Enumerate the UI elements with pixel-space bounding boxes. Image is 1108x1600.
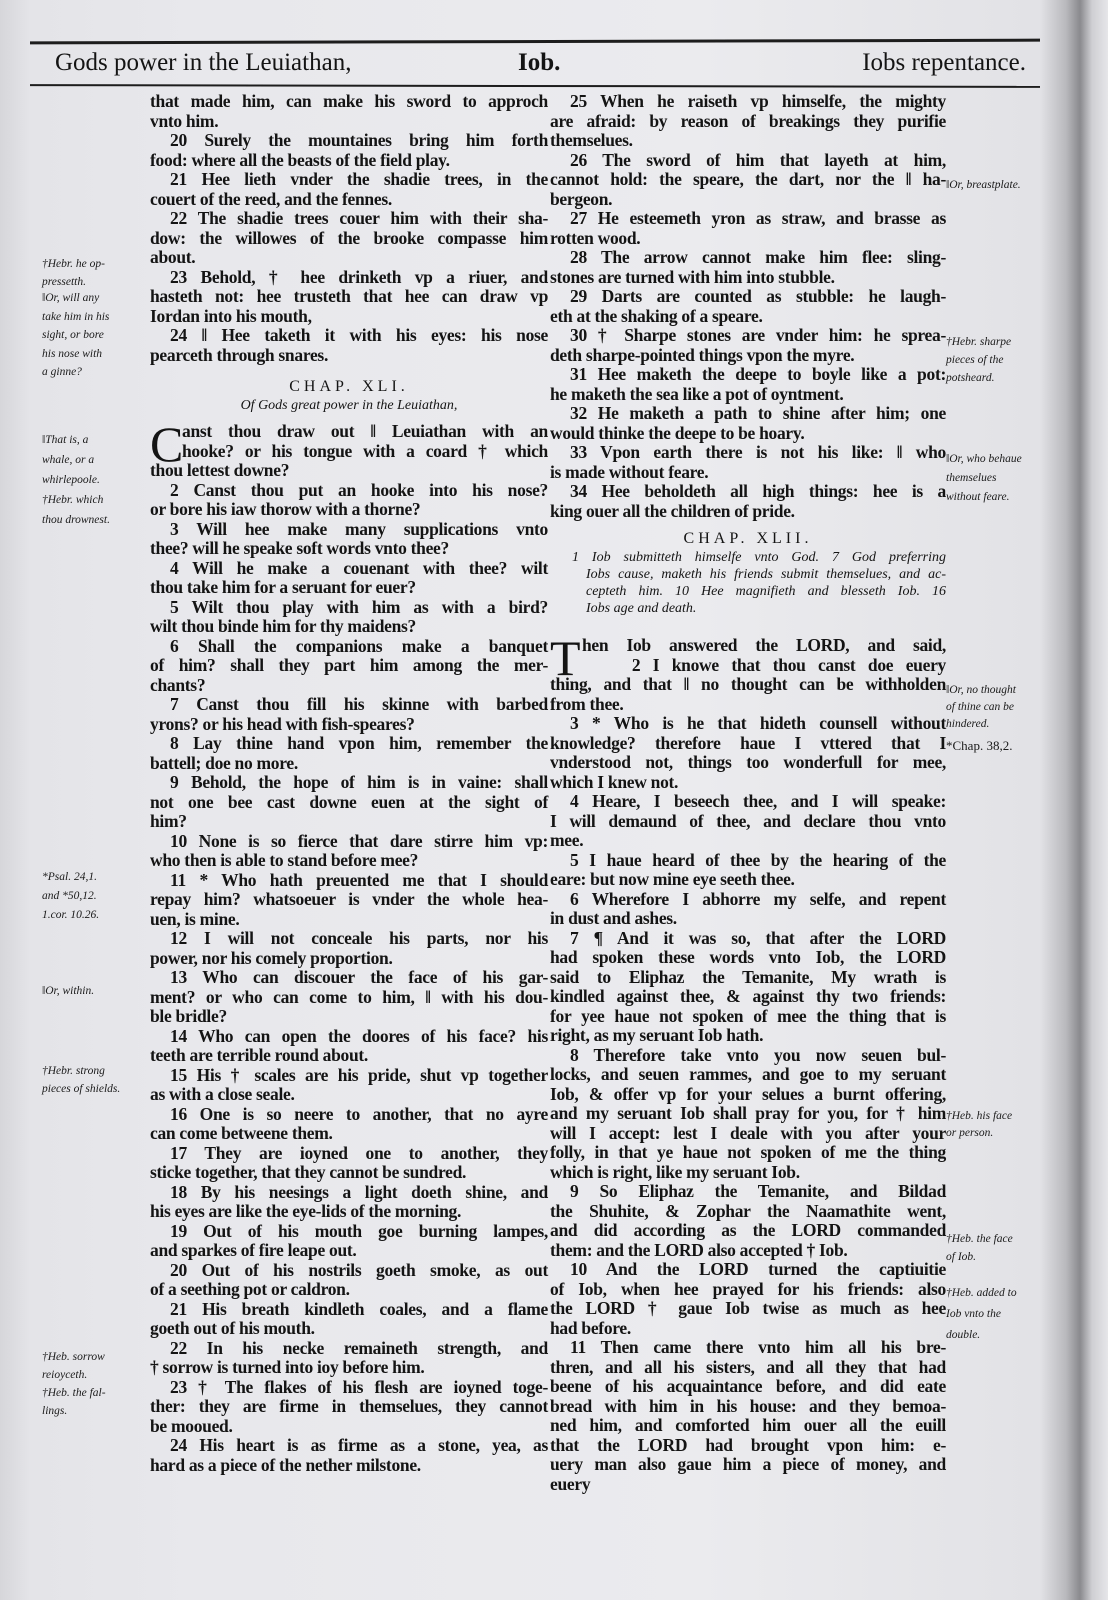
drop-cap-initial: T xyxy=(550,630,581,686)
text-line: 2 I knowe that thou canst doe euery xyxy=(582,654,946,675)
text-line: 4 Will he make a couenant with thee? wilt xyxy=(170,557,548,578)
text-line: 17 They are ioyned one to another, they xyxy=(170,1142,548,1163)
margin-note-line: whirlepoole. xyxy=(42,474,100,486)
margin-note-line: ‖Or, will any xyxy=(42,292,100,304)
text-line: is made without feare. xyxy=(550,461,709,482)
text-line: ble bridle? xyxy=(150,1006,227,1026)
verse xyxy=(150,871,548,930)
text-line: thing, and that ‖ no thought can be withholden xyxy=(550,674,946,694)
margin-note xyxy=(946,1230,1013,1266)
verse xyxy=(550,248,946,287)
text-line: 21 Hee lieth vnder the shadie trees, in the xyxy=(170,169,548,189)
chapter-summary-line: 1 Iob submitteth himselfe vnto God. 7 God preferring xyxy=(572,550,946,565)
text-line: not one bee cast downe euen at the sight of xyxy=(150,791,548,812)
text-line: will I accept: lest I deale with you after your xyxy=(550,1122,946,1143)
header-rule xyxy=(30,84,1040,88)
chapter-summary-line: Iobs cause, maketh his friends submit themselues, and ac- xyxy=(586,567,946,582)
text-line: food: where all the beasts of the field play. xyxy=(150,149,450,170)
verse xyxy=(150,832,548,871)
margin-note xyxy=(946,737,1012,755)
verse xyxy=(150,170,548,209)
margin-note-line: and *50,12. xyxy=(42,890,97,902)
book-title: Iob. xyxy=(518,49,561,76)
text-line: right, as my seruant Iob hath. xyxy=(550,1025,764,1045)
margin-note xyxy=(946,682,1016,733)
text-line: had spoken these words vnto Iob, the LORD xyxy=(550,947,946,967)
text-line: folly, in that ye haue not spoken of me the thing xyxy=(550,1142,946,1162)
text-line: his eyes are like the eye-lids of the morning. xyxy=(150,1201,462,1221)
margin-note-line: whale, or a xyxy=(42,454,95,466)
margin-note-line: †Heb. sorrow xyxy=(42,1351,105,1363)
text-line: 16 One is so neere to another, that no ayre xyxy=(170,1103,548,1124)
chapter-opening-paragraph xyxy=(550,630,946,714)
margin-note-line: †Heb. the face xyxy=(946,1233,1013,1245)
text-line: rotten wood. xyxy=(550,227,641,248)
text-line: 25 When he raiseth vp himselfe, the mighty xyxy=(570,91,946,111)
margin-note-line: ‖Or, who behaue xyxy=(946,453,1022,465)
text-line: stones are turned with him into stubble. xyxy=(550,266,835,287)
margin-note-line: pieces of the xyxy=(946,354,1004,366)
margin-note xyxy=(946,1283,1017,1346)
text-line: 9 So Eliphaz the Temanite, and Bildad xyxy=(570,1181,946,1201)
margin-note-line: †Hebr. strong xyxy=(42,1065,105,1077)
text-line: anst thou draw out ‖ Leuiathan with an xyxy=(182,421,548,441)
text-line: 10 None is so fierce that dare stirre him vp: xyxy=(170,830,548,851)
margin-note-line: †Hebr. which xyxy=(42,494,104,506)
margin-note-line: †Heb. his face xyxy=(946,1110,1013,1122)
verse xyxy=(150,209,548,268)
margin-note-line: *Chap. 38,2. xyxy=(946,738,1013,753)
verse xyxy=(150,92,548,131)
margin-note-line: †Hebr. he op- xyxy=(42,258,105,270)
chapter-heading xyxy=(550,521,946,636)
text-line: battell; doe no more. xyxy=(150,752,298,773)
margin-note-line: lings. xyxy=(42,1405,68,1417)
text-line: 33 Vpon earth there is not his like: ‖ who xyxy=(570,442,946,462)
margin-note-line: †Heb. the fal- xyxy=(42,1387,106,1399)
verse xyxy=(150,1300,548,1339)
margin-note xyxy=(946,176,1021,194)
text-line: repay him? whatsoeuer is vnder the whole hea- xyxy=(150,889,548,909)
top-rule xyxy=(30,39,1040,45)
verse xyxy=(550,1182,946,1260)
text-line: teeth are terrible round about. xyxy=(150,1045,369,1065)
verse xyxy=(550,365,946,404)
margin-note xyxy=(42,289,109,382)
text-line: are afraid: by reason of breakings they purifie xyxy=(550,110,946,131)
text-line: 11 Then came there vnto him all his bre- xyxy=(570,1337,946,1357)
verse xyxy=(150,1339,548,1378)
verse xyxy=(550,443,946,482)
left-text-column xyxy=(150,92,548,1475)
drop-cap-initial: C xyxy=(150,416,184,472)
text-line: dow: the willowes of the brooke compasse him xyxy=(150,227,548,248)
text-line: of Iob, when hee prayed for his friends: also xyxy=(550,1278,946,1299)
text-line: king ouer all the children of pride. xyxy=(550,500,795,521)
verse xyxy=(550,287,946,326)
text-line: 30 † Sharpe stones are vnder him: he sprea- xyxy=(570,325,946,345)
verse xyxy=(550,714,946,792)
verse xyxy=(550,792,946,851)
text-line: of a seething pot or caldron. xyxy=(150,1279,350,1299)
text-line: locks, and seuen rammes, and goe to my seruant xyxy=(550,1064,946,1084)
margin-note xyxy=(42,868,99,925)
verse xyxy=(150,131,548,170)
text-line: the Shuhite, & Zophar the Naamathite went, xyxy=(550,1200,946,1221)
verse xyxy=(550,404,946,443)
text-line: and sparkes of fire leape out. xyxy=(150,1240,357,1260)
text-line: 32 He maketh a path to shine after him; one xyxy=(570,403,946,423)
margin-note-line: take him in his xyxy=(42,310,110,323)
text-line: 6 Shall the companions make a banquet xyxy=(170,635,548,656)
text-line: 31 Hee maketh the deepe to boyle like a pot: xyxy=(570,364,946,384)
text-line: chants? xyxy=(150,674,206,695)
text-line: thou lettest downe? xyxy=(150,460,290,480)
text-line: kindled against thee, & against thy two friends: xyxy=(550,986,946,1006)
text-line: 3 Will hee make many supplications vnto xyxy=(170,518,548,539)
margin-note xyxy=(42,1062,120,1098)
text-line: for yee haue not spoken of mee the thing that is xyxy=(550,1005,946,1026)
text-line: 24 ‖ Hee taketh it with his eyes: his nose xyxy=(170,325,548,345)
chapter-number: CHAP. XLII. xyxy=(683,530,813,547)
margin-note-line: without feare. xyxy=(946,491,1010,503)
text-line: 12 I will not conceale his parts, nor his xyxy=(170,928,548,948)
verse xyxy=(150,929,548,968)
text-line: bread with him in his house: and they bemoa- xyxy=(550,1395,946,1416)
margin-note-line: ‖Or, within. xyxy=(42,985,95,997)
text-line: as with a close seale. xyxy=(150,1084,295,1104)
margin-note-line: themselues xyxy=(946,472,997,484)
text-line: 5 I haue heard of thee by the hearing of the xyxy=(570,849,946,870)
margin-note xyxy=(42,430,110,530)
text-line: 22 In his necke remaineth strength, and xyxy=(170,1337,548,1358)
verse xyxy=(150,520,548,559)
text-line: thren, and all his sisters, and all they that had xyxy=(550,1356,946,1377)
text-line: themselues. xyxy=(550,130,633,150)
text-line: 20 Out of his nostrils goeth smoke, as out xyxy=(170,1259,548,1280)
verse xyxy=(550,326,946,365)
text-line: hooke? or his tongue with a coard † which xyxy=(182,440,548,461)
verse xyxy=(550,482,946,521)
margin-note-line: ‖Or, no thought xyxy=(946,684,1016,696)
verse xyxy=(150,734,548,773)
verse xyxy=(550,151,946,210)
text-line: 2 Canst thou put an hooke into his nose? xyxy=(170,479,548,500)
text-line: † sorrow is turned into ioy before him. xyxy=(150,1357,425,1377)
text-line: thou take him for a seruant for euer? xyxy=(150,577,416,597)
text-line: ment? or who can come to him, ‖ with his dou- xyxy=(150,986,548,1007)
verse xyxy=(150,1436,548,1475)
text-line: bergeon. xyxy=(550,188,613,209)
verse xyxy=(150,559,548,598)
margin-note-line: sight, or bore xyxy=(42,329,104,341)
text-line: 27 He esteemeth yron as straw, and brasse as xyxy=(570,208,946,228)
text-line: 11 * Who hath preuented me that I should xyxy=(170,869,548,890)
text-line: eth at the shaking of a speare. xyxy=(550,305,763,326)
text-line: 7 Canst thou fill his skinne with barbed xyxy=(170,694,548,714)
text-line: 13 Who can discouer the face of his gar- xyxy=(170,967,548,987)
text-line: Iob, & offer vp for your selues a burnt offering, xyxy=(550,1083,946,1104)
text-line: 6 Wherefore I abhorre my selfe, and repent xyxy=(570,888,946,909)
text-line: 18 By his neesings a light doeth shine, and xyxy=(170,1181,548,1202)
text-line: which I knew not. xyxy=(550,771,679,792)
text-line: and my seruant Iob shall pray for you, for † him xyxy=(550,1103,946,1123)
text-line: 34 Hee beholdeth all high things: hee is a xyxy=(570,481,946,501)
margin-note xyxy=(946,1108,1012,1142)
text-line: 22 The shadie trees couer him with their sha- xyxy=(170,208,548,228)
text-line: 23 Behold, † hee drinketh vp a riuer, and xyxy=(170,266,548,287)
text-line: eare: but now mine eye seeth thee. xyxy=(550,869,795,889)
text-line: said to Eliphaz the Temanite, My wrath is xyxy=(550,966,946,987)
text-line: 15 His † scales are his pride, shut vp together xyxy=(170,1064,548,1085)
margin-note xyxy=(42,982,94,1000)
text-line: goeth out of his mouth. xyxy=(150,1318,315,1338)
verse xyxy=(150,968,548,1027)
text-line: had before. xyxy=(550,1317,631,1338)
verse xyxy=(150,637,548,696)
text-line: 10 And the LORD turned the captiuitie xyxy=(570,1259,946,1279)
verse xyxy=(150,1105,548,1144)
text-line: in dust and ashes. xyxy=(550,908,677,928)
verse xyxy=(150,1183,548,1222)
text-line: mee. xyxy=(550,830,584,850)
text-line: 8 Therefore take vnto you now seuen bul- xyxy=(570,1044,946,1065)
margin-note-line: Iob vnto the xyxy=(946,1308,1001,1320)
text-line: 7 ¶ And it was so, that after the LORD xyxy=(570,927,946,948)
text-line: wilt thou binde him for thy maidens? xyxy=(150,616,417,636)
margin-note-line: ‖Or, breastplate. xyxy=(946,179,1021,191)
text-line: would thinke the deepe to be hoary. xyxy=(550,422,805,443)
margin-note-line: †Hebr. sharpe xyxy=(946,336,1012,348)
text-line: ther: they are firme in themselues, they cannot xyxy=(150,1396,548,1416)
margin-note xyxy=(946,333,1011,387)
text-line: 26 The sword of him that layeth at him, xyxy=(570,149,946,170)
text-line: couert of the reed, and the fennes. xyxy=(150,188,392,209)
margin-note-line: †Heb. added to xyxy=(946,1287,1017,1299)
text-line: deth sharpe-pointed things vpon the myre. xyxy=(550,344,855,365)
chapter-opening-paragraph xyxy=(150,416,548,481)
text-line: knowledge? therefore haue I vttered that I xyxy=(550,732,946,753)
verse xyxy=(150,1027,548,1066)
margin-note-line: of Iob. xyxy=(946,1251,977,1263)
verse xyxy=(550,851,946,890)
text-line: who then is able to stand before mee? xyxy=(150,850,419,870)
margin-note-line: a ginne? xyxy=(42,366,82,378)
margin-note-line: reioyceth. xyxy=(42,1369,88,1381)
margin-note xyxy=(42,255,105,291)
verse xyxy=(150,326,548,365)
text-line: 28 The arrow cannot make him flee: sling- xyxy=(570,247,946,267)
verse xyxy=(550,92,946,151)
text-line: ned him, and comforted him ouer all the euill xyxy=(550,1415,946,1435)
text-line: 14 Who can open the doores of his face? his xyxy=(170,1025,548,1046)
text-line: from thee. xyxy=(550,693,624,714)
text-line: 29 Darts are counted as stubble: he laugh- xyxy=(570,286,946,306)
text-line: 19 Out of his mouth goe burning lampes, xyxy=(170,1220,548,1241)
text-line: about. xyxy=(150,247,196,267)
chapter-summary-line: Iobs age and death. xyxy=(586,601,697,616)
margin-note-line: hindered. xyxy=(946,718,990,730)
right-text-column xyxy=(550,92,946,1494)
verse xyxy=(550,1338,946,1494)
margin-note-line: pieces of shields. xyxy=(42,1083,121,1095)
text-line: Iordan into his mouth, xyxy=(150,305,312,326)
margin-note-line: potsheard. xyxy=(946,372,995,384)
margin-note-line: his nose with xyxy=(42,347,103,360)
text-line: 3 * Who is he that hideth counsell without xyxy=(570,713,946,733)
text-line: or bore his iaw thorow with a thorne? xyxy=(150,499,421,519)
margin-note-line: pressetth. xyxy=(42,276,86,288)
text-line: be mooued. xyxy=(150,1415,233,1436)
text-line: vnderstood not, things too wonderfull for mee, xyxy=(550,752,946,772)
text-line: beene of his acquaintance before, and did eate xyxy=(550,1376,946,1396)
text-line: uery man also gaue him a piece of money, and xyxy=(550,1454,946,1474)
verse xyxy=(150,598,548,637)
text-line: 9 Behold, the hope of him is in vaine: shall xyxy=(170,772,548,792)
margin-note-line: 1.cor. 10.26. xyxy=(42,909,100,921)
margin-note-line: thou drownest. xyxy=(42,514,110,526)
verse xyxy=(550,1260,946,1338)
text-line: that the LORD had brought vpon him: e- xyxy=(550,1434,946,1455)
text-line: 8 Lay thine hand vpon him, remember the xyxy=(170,733,548,753)
text-line: hen Iob answered the LORD, and said, xyxy=(582,635,946,655)
margin-note-line: of thine can be xyxy=(946,701,1015,713)
verse xyxy=(150,773,548,832)
text-line: euery xyxy=(550,1473,591,1494)
text-line: hasteth not: hee trusteth that hee can draw vp xyxy=(150,286,548,306)
text-line: the LORD † gaue Iob twise as much as hee xyxy=(550,1298,946,1318)
margin-note-line: ‖That is, a xyxy=(42,434,89,446)
chapter-summary-line: Of Gods great power in the Leuiathan, xyxy=(240,398,458,413)
margin-note xyxy=(946,450,1022,507)
verse xyxy=(550,1046,946,1183)
chapter-heading xyxy=(150,365,548,422)
text-line: 24 His heart is as firme as a stone, yea, as xyxy=(170,1435,548,1455)
verse xyxy=(150,268,548,327)
verse xyxy=(550,209,946,248)
text-line: that made him, can make his sword to approch xyxy=(150,91,548,111)
text-line: yrons? or his head with fish-speares? xyxy=(150,713,415,734)
text-line: of him? shall they part him among the mer- xyxy=(150,655,548,675)
text-line: uen, is mine. xyxy=(150,908,240,929)
text-line: thee? will he speake soft words vnto thee? xyxy=(150,538,449,558)
verse xyxy=(150,1144,548,1183)
running-head-right: Iobs repentance. xyxy=(862,49,1026,76)
text-line: pearceth through snares. xyxy=(150,344,329,365)
text-line: vnto him. xyxy=(150,110,219,131)
text-line: him? xyxy=(150,811,187,831)
margin-note xyxy=(42,1348,106,1420)
text-line: them: and the LORD also accepted † Iob. xyxy=(550,1239,848,1260)
text-line: 4 Heare, I beseech thee, and I will speake: xyxy=(570,791,946,811)
margin-note-line: *Psal. 24,1. xyxy=(42,871,97,883)
chapter-number: CHAP. XLI. xyxy=(289,378,409,395)
text-line: can come betweene them. xyxy=(150,1123,333,1143)
text-line: sticke together, that they cannot be sundred. xyxy=(150,1162,467,1182)
verse xyxy=(150,1066,548,1105)
margin-note-line: or person. xyxy=(946,1127,994,1139)
chapter-summary-line: cepteth him. 10 Hee magnifieth and blesseth Iob. 16 xyxy=(586,584,946,599)
text-line: 5 Wilt thou play with him as with a bird? xyxy=(170,596,548,617)
text-line: cannot hold: the speare, the dart, nor the ‖ ha- xyxy=(550,169,946,189)
text-line: he maketh the sea like a pot of oyntment. xyxy=(550,383,844,404)
text-line: power, nor his comely proportion. xyxy=(150,947,393,968)
verse xyxy=(150,1378,548,1437)
text-line: 23 † The flakes of his flesh are ioyned toge- xyxy=(170,1376,548,1397)
text-line: and did according as the LORD commanded xyxy=(550,1220,946,1240)
text-line: which is right, like my seruant Iob. xyxy=(550,1161,800,1182)
verse xyxy=(150,1261,548,1300)
text-line: 21 His breath kindleth coales, and a flame xyxy=(170,1298,548,1319)
running-head-left: Gods power in the Leuiathan, xyxy=(55,49,352,76)
text-line: hard as a piece of the nether milstone. xyxy=(150,1454,421,1475)
verse xyxy=(550,929,946,1046)
verse xyxy=(150,481,548,520)
verse xyxy=(150,695,548,734)
margin-note-line: double. xyxy=(946,1329,981,1341)
text-line: I will demaund of thee, and declare thou vnto xyxy=(550,810,946,831)
verse xyxy=(150,1222,548,1261)
verse xyxy=(550,890,946,929)
text-line: 20 Surely the mountaines bring him forth xyxy=(170,130,548,150)
